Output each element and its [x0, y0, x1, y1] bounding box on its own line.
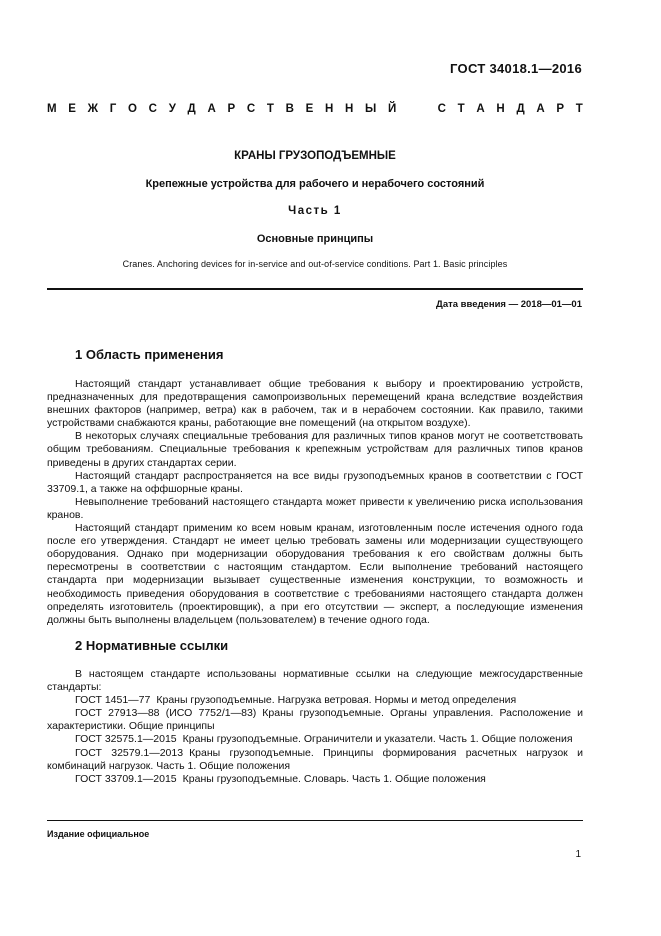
reference-code: ГОСТ 33709.1—2015 — [75, 772, 177, 785]
banner-letter: С — [148, 103, 157, 115]
banner-letter: С — [437, 103, 446, 115]
banner-letter: Н — [324, 103, 334, 115]
reference-title: Краны грузоподъемные. Ограничители и указатели. Часть 1. Общие положения — [182, 733, 573, 746]
banner-letter: Т — [575, 103, 583, 115]
banner-letter: Е — [305, 103, 314, 115]
introduction-date: Дата введения — 2018—01—01 — [436, 299, 582, 310]
part-label: Часть 1 — [288, 205, 342, 217]
paragraph: Настоящий стандарт применим ко всем новым кранам, изготовленным после истечения одного года после его утверждения. Стандарт не имеет целью требовать замены или модернизации существующего оборудования. Однако при модернизации оборудования требования к его свойствам должны быть пересмотрены в соответствии с настоящим стандартом. Если выполнение требований настоящего стандарта при модернизации вызывает существенные изменения конструкции, то возможность и необходимость приведения оборудования в соответствие с требованиями настоящего стандарта должен определять изготовитель (проектировщик), а при его отсутствии — эксперт, а последующие изменения должны быть выполнены владельцем (пользователем) в течение одного года. — [47, 522, 583, 626]
banner-letter: С — [246, 103, 256, 115]
banner-letter: Р — [556, 103, 565, 115]
section-1-body — [47, 378, 583, 627]
banner-letter: Д — [187, 103, 196, 115]
section-2-body — [47, 668, 583, 786]
paragraph: Настоящий стандарт устанавливает общие требования к выбору и проектированию устройств, предназначенных для предотвращения самопроизвольных перемещений крана вследствие воздействия внешних факторов (например, ветра) как в рабочем, так и в нерабочем состоянии. Как правило, такими устройствами снабжаются краны, работающие вне помещений (на открытом воздухе). — [47, 378, 583, 430]
document-subtitle: Крепежные устройства для рабочего и нерабочего состояний — [145, 178, 485, 190]
banner-letter: О — [128, 103, 137, 115]
reference-code: ГОСТ 27913—88 (ИСО 7752/1—83) — [75, 707, 257, 720]
reference-item — [47, 694, 583, 707]
banner-gap — [408, 103, 426, 115]
banner-letter: Д — [516, 103, 525, 115]
banner-letter: М — [47, 103, 57, 115]
section-2-heading: 2 Нормативные ссылки — [75, 638, 229, 653]
banner-letter: А — [536, 103, 545, 115]
banner-letter: Г — [109, 103, 117, 115]
document-title: КРАНЫ ГРУЗОПОДЪЕМНЫЕ — [234, 150, 396, 162]
reference-title: Краны грузоподъемные. Органы управления. Расположение и характеристики. Общие принципы — [47, 707, 583, 733]
reference-code: ГОСТ 32579.1—2013 — [75, 746, 184, 759]
banner-letter: Т — [266, 103, 274, 115]
reference-title: Краны грузоподъемные. Словарь. Часть 1. Общие положения — [182, 772, 486, 785]
section-1-heading: 1 Область применения — [75, 347, 224, 362]
reference-item — [47, 773, 583, 786]
banner-letter: Н — [345, 103, 354, 115]
banner-letter: Ж — [87, 103, 99, 115]
official-edition-label: Издание официальное — [47, 829, 150, 839]
banner-letter: А — [476, 103, 485, 115]
reference-code: ГОСТ 32575.1—2015 — [75, 733, 177, 746]
interstate-standard-banner — [47, 103, 583, 115]
footer-divider — [47, 820, 583, 821]
reference-code: ГОСТ 1451—77 — [75, 694, 151, 707]
banner-letter: Т — [457, 103, 465, 115]
paragraph: Невыполнение требований настоящего стандарта может привести к увеличению риска использования кранов. — [47, 495, 583, 521]
banner-letter: У — [168, 103, 176, 115]
paragraph: В некоторых случаях специальные требования для различных типов кранов могут не соответствовать общим требованиям. Специальные требования к крепежным устройствам для различных типов кранов приведены в других стандартах серии. — [47, 430, 583, 469]
standard-code: ГОСТ 34018.1—2016 — [450, 61, 582, 76]
banner-letter: Й — [387, 103, 397, 115]
reference-title: Краны грузоподъемные. Нагрузка ветровая. Нормы и метод определения — [156, 694, 517, 707]
title-divider — [47, 288, 583, 290]
paragraph: Настоящий стандарт распространяется на все виды грузоподъемных кранов в соответствии с ГОСТ 33709.1, а также на оффшорные краны. — [47, 469, 583, 495]
reference-item — [47, 707, 583, 733]
banner-letter: Е — [68, 103, 76, 115]
reference-item — [47, 747, 583, 773]
banner-letter: В — [285, 103, 294, 115]
english-title: Cranes. Anchoring devices for in-service and out-of-service conditions. Part 1. Basic principles — [122, 259, 508, 269]
paragraph: В настоящем стандарте использованы нормативные ссылки на следующие межгосударственные стандарты: — [47, 668, 583, 694]
reference-title: Краны грузоподъемные. Принципы формирования расчетных нагрузок и комбинаций нагрузок. Часть 1. Общие положения — [47, 746, 583, 772]
banner-letter: Н — [496, 103, 505, 115]
banner-letter: Р — [227, 103, 236, 115]
page-number: 1 — [575, 849, 581, 860]
part-title: Основные принципы — [256, 233, 374, 245]
banner-letter: Ы — [365, 103, 377, 115]
banner-letter: А — [207, 103, 216, 115]
reference-item — [47, 733, 583, 746]
